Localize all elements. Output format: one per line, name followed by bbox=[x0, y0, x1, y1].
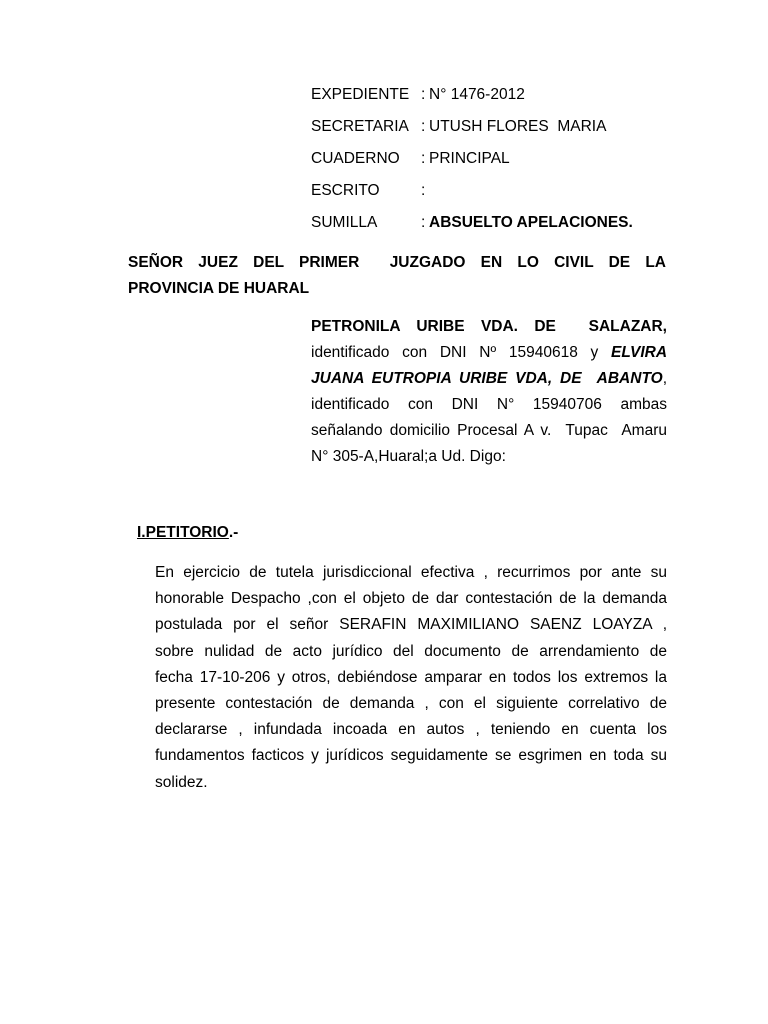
intro-line-4: identificado con DNI N° 15940706 ambas bbox=[311, 396, 667, 413]
paragraph-line: honorable Despacho ,con el objeto de dar contestación de la demanda bbox=[155, 590, 667, 608]
header-row-cuaderno bbox=[311, 148, 633, 180]
paragraph-line: fundamentos facticos y jurídicos seguidamente se esgrimen en toda su bbox=[155, 747, 667, 765]
paragraph-line: declararse , infundada incoada en autos , teniendo en cuenta los bbox=[155, 721, 667, 739]
paragraph-line: sobre nulidad de acto jurídico del documento de arrendamiento de bbox=[155, 642, 667, 660]
dni-1-text: identificado con DNI Nº 15940618 y bbox=[311, 344, 599, 361]
paragraph-line: En ejercicio de tutela jurisdiccional efectiva , recurrimos por ante su bbox=[155, 564, 667, 581]
intro-line-6: N° 305-A,Huaral;a Ud. Digo: bbox=[311, 448, 506, 465]
section-title-text: I.PETITORIO bbox=[137, 524, 229, 541]
petitioner-intro bbox=[311, 314, 667, 470]
header-separator: : bbox=[421, 150, 426, 167]
paragraph-line: fecha 17-10-206 y otros, debiéndose amparar en todos los extremos la bbox=[155, 668, 667, 686]
intro-line-5: señalando domicilio Procesal A v. Tupac Amaru bbox=[311, 422, 667, 439]
petitioner-name-2a: ELVIRA bbox=[611, 344, 668, 361]
addressee-line-1: SEÑOR JUEZ DEL PRIMER JUZGADO EN LO CIVIL DE LA bbox=[128, 254, 666, 271]
header-label: CUADERNO bbox=[311, 150, 400, 167]
petitioner-name-2b: JUANA EUTROPIA URIBE VDA, DE ABANTO bbox=[311, 370, 663, 387]
petitioner-name-1: PETRONILA URIBE VDA. DE SALAZAR, bbox=[311, 318, 667, 335]
paragraph-line: solidez. bbox=[155, 773, 208, 791]
paragraph-line: postulada por el señor SERAFIN MAXIMILIANO SAENZ LOAYZA , bbox=[155, 616, 667, 634]
comma: , bbox=[662, 370, 667, 387]
header-separator: : bbox=[421, 86, 426, 103]
intro-line-2 bbox=[311, 340, 667, 366]
header-row-secretaria bbox=[311, 116, 633, 148]
header-label: EXPEDIENTE bbox=[311, 86, 410, 103]
header-label: SUMILLA bbox=[311, 214, 378, 231]
header-label: ESCRITO bbox=[311, 182, 380, 199]
header-value-sumilla: ABSUELTO APELACIONES. bbox=[429, 214, 633, 231]
header-value: UTUSH FLORES MARIA bbox=[429, 118, 607, 135]
section-title-suffix: .- bbox=[228, 524, 239, 541]
petitorio-paragraph bbox=[155, 560, 667, 796]
header-value: PRINCIPAL bbox=[429, 150, 510, 167]
header-row-expediente bbox=[311, 84, 633, 116]
addressee bbox=[128, 250, 666, 302]
header-separator: : bbox=[421, 182, 426, 199]
header-separator: : bbox=[421, 118, 426, 135]
section-title-petitorio bbox=[137, 522, 238, 544]
case-header bbox=[311, 84, 633, 244]
header-row-escrito bbox=[311, 180, 633, 212]
header-label: SECRETARIA bbox=[311, 118, 409, 135]
header-value: N° 1476-2012 bbox=[429, 86, 525, 103]
intro-line-3 bbox=[311, 366, 667, 392]
header-separator: : bbox=[421, 214, 426, 231]
header-row-sumilla bbox=[311, 212, 633, 244]
paragraph-line: presente contestación de demanda , con el siguiente correlativo de bbox=[155, 695, 667, 713]
addressee-line-2: PROVINCIA DE HUARAL bbox=[128, 280, 310, 297]
